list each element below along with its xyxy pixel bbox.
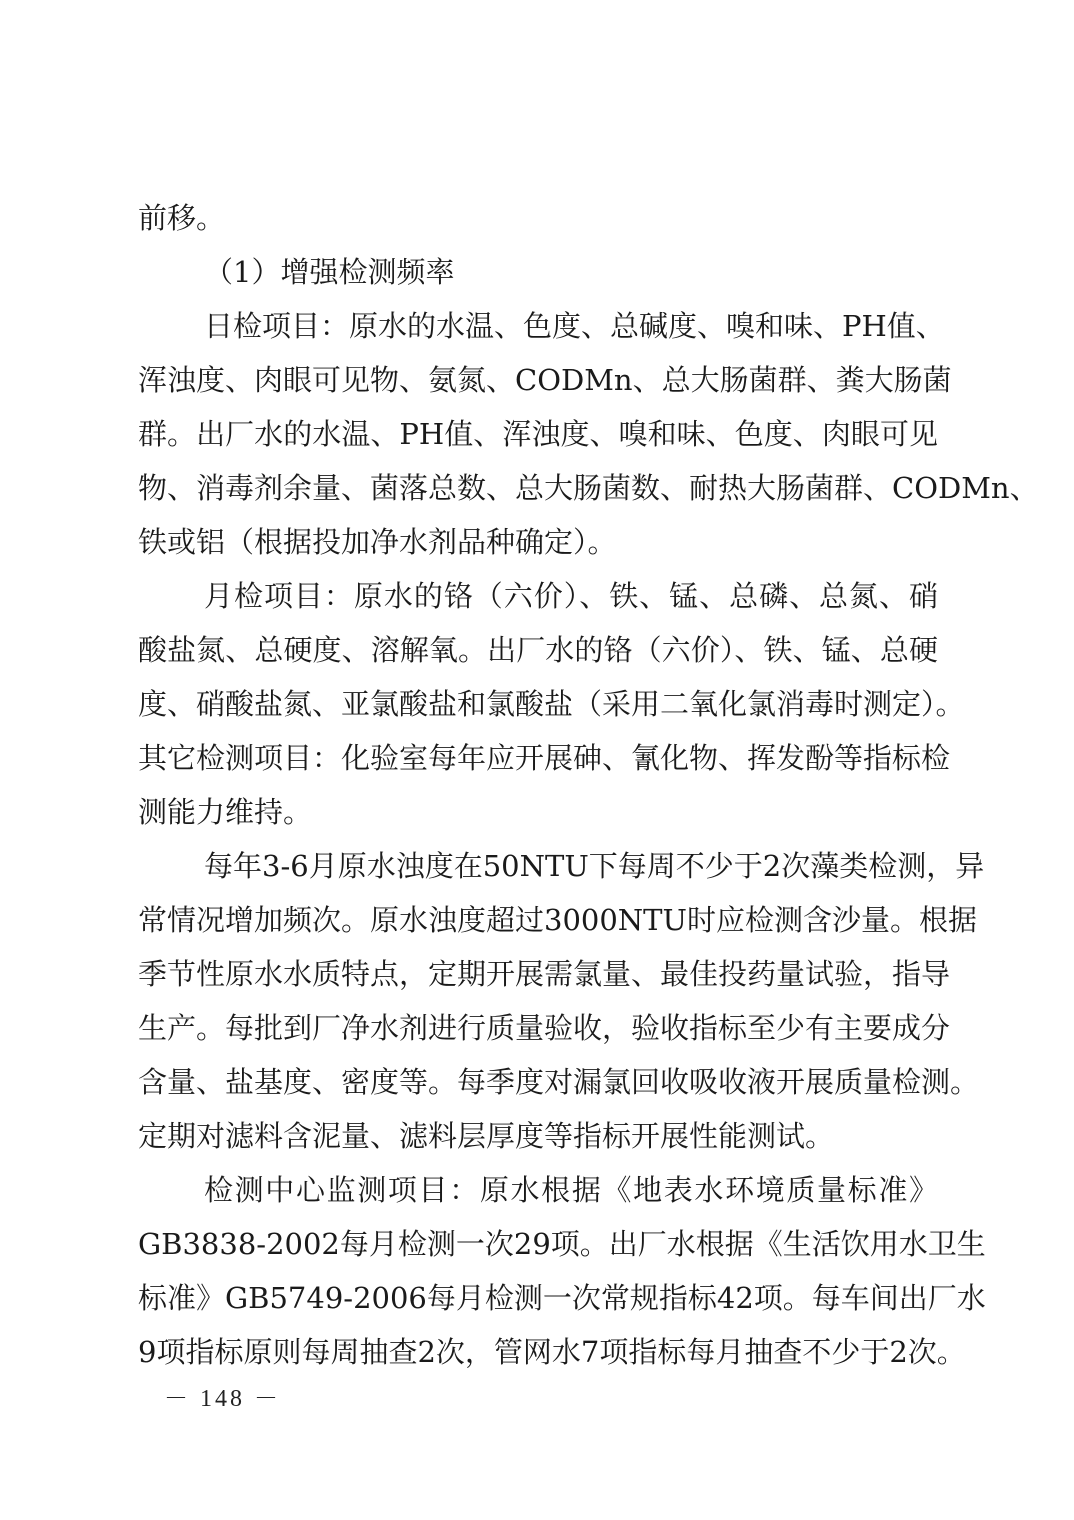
text-line: 月检项目：原水的铬（六价）、铁、锰、总磷、总氮、硝 [204, 579, 938, 613]
text-line: 含量、盐基度、密度等。每季度对漏氯回收吸收液开展质量检测。 [138, 1065, 980, 1099]
text-line: 其它检测项目：化验室每年应开展砷、氰化物、挥发酚等指标检 [138, 741, 951, 775]
text-line: 9项指标原则每周抽查2次，管网水7项指标每月抽查不少于2次。 [138, 1335, 966, 1369]
text-line: 铁或铝（根据投加净水剂品种确定）。 [138, 525, 617, 559]
text-line: 生产。每批到厂净水剂进行质量验收，验收指标至少有主要成分 [138, 1011, 951, 1045]
section-heading: （1）增强检测频率 [204, 255, 455, 289]
text-line: 定期对滤料含泥量、滤料层厚度等指标开展性能测试。 [138, 1119, 835, 1153]
text-line: 浑浊度、肉眼可见物、氨氮、CODMn、总大肠菌群、粪大肠菌 [138, 363, 952, 397]
text-line: 每年3-6月原水浊度在50NTU下每周不少于2次藻类检测，异 [204, 849, 985, 883]
text-line: 度、硝酸盐氮、亚氯酸盐和氯酸盐（采用二氧化氯消毒时测定）。 [138, 687, 965, 721]
text-line: 酸盐氮、总硬度、溶解氧。出厂水的铬（六价）、铁、锰、总硬 [138, 633, 938, 667]
text-line: 常情况增加频次。原水浊度超过3000NTU时应检测含沙量。根据 [138, 903, 977, 937]
text-line: 季节性原水水质特点，定期开展需氯量、最佳投药量试验，指导 [138, 957, 951, 991]
text-line: 标准》GB5749-2006每月检测一次常规指标42项。每车间出厂水 [138, 1281, 986, 1315]
text-line: 前移。 [138, 201, 226, 235]
text-line: 检测中心监测项目：原水根据《地表水环境质量标准》 [204, 1173, 938, 1207]
text-line: GB3838-2002每月检测一次29项。出厂水根据《生活饮用水卫生 [138, 1227, 986, 1261]
text-line: 测能力维持。 [138, 795, 313, 829]
text-line: 物、消毒剂余量、菌落总数、总大肠菌数、耐热大肠菌群、CODMn、 [138, 471, 1039, 505]
document-body [138, 191, 1039, 1379]
text-line: 群。出厂水的水温、PH值、浑浊度、嗅和味、色度、肉眼可见 [138, 417, 938, 451]
page-number: － 148 － [164, 1386, 281, 1412]
text-line: 日检项目：原水的水温、色度、总碱度、嗅和味、PH值、 [204, 309, 945, 343]
